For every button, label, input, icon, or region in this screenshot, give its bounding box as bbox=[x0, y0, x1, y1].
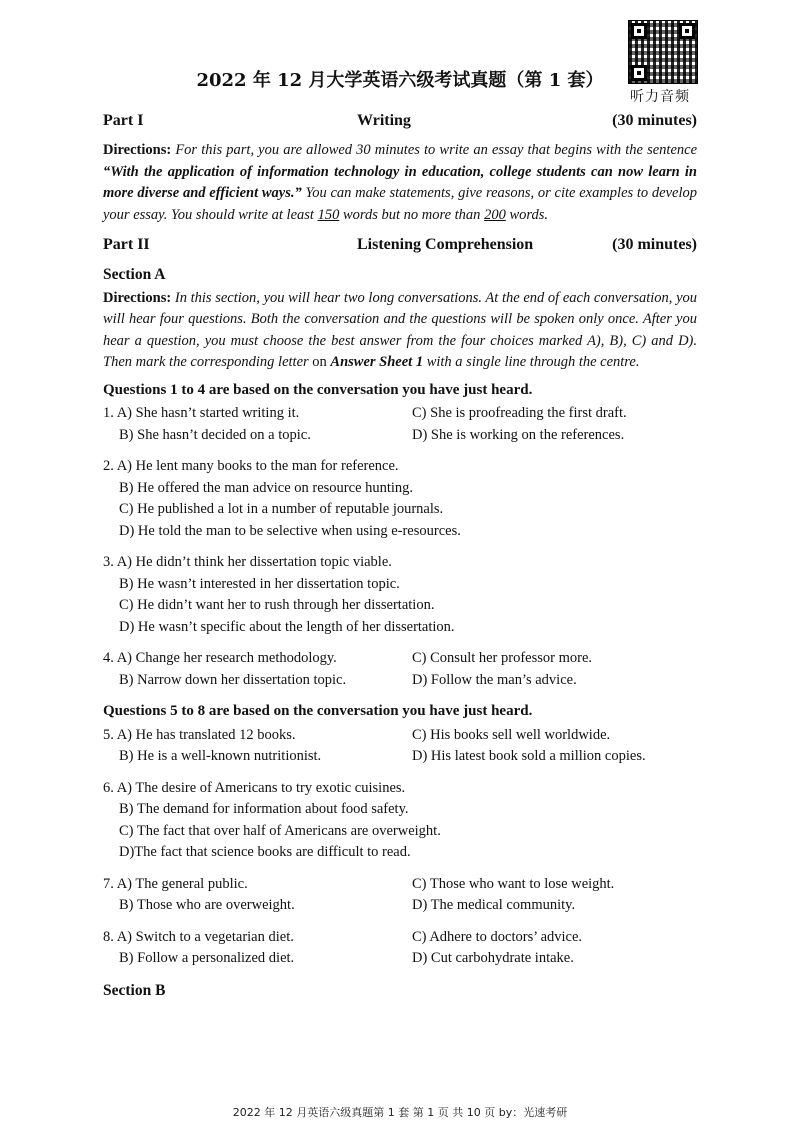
option-b: B) Those who are overweight. bbox=[119, 897, 295, 913]
part1-label: Part I bbox=[103, 112, 144, 129]
part2-directions bbox=[103, 288, 697, 374]
option-a: 6. A) The desire of Americans to try exotic cuisines. bbox=[103, 779, 406, 796]
essay-prompt: “With the application of information technology in education, college students can now learn in more diverse and efficient ways.” bbox=[103, 163, 697, 201]
question-1 bbox=[103, 403, 697, 446]
option-c: C) Adhere to doctors’ advice. bbox=[412, 928, 583, 945]
section-b-heading: Section B bbox=[103, 981, 166, 999]
option-b: B) Follow a personalized diet. bbox=[119, 950, 295, 966]
qr-caption: 听力音频 bbox=[630, 89, 690, 105]
question-6 bbox=[103, 778, 697, 864]
directions-text: words. bbox=[509, 206, 548, 223]
option-d: D)The fact that science books are difficult to read. bbox=[119, 844, 411, 860]
option-d: D) He wasn’t specific about the length of her dissertation. bbox=[119, 618, 455, 635]
option-c: C) The fact that over half of Americans are overweight. bbox=[119, 822, 441, 839]
option-a: 2. A) He lent many books to the man for reference. bbox=[103, 458, 399, 474]
option-c: C) Those who want to lose weight. bbox=[412, 875, 615, 892]
option-a: 7. A) The general public. bbox=[103, 875, 248, 892]
option-c: C) His books sell well worldwide. bbox=[412, 726, 611, 743]
part2-time: (30 minutes) bbox=[612, 236, 697, 253]
directions-text: with a single line through the centre. bbox=[426, 354, 640, 370]
directions-text: words but no more than bbox=[342, 206, 481, 223]
option-d: D) The medical community. bbox=[412, 897, 576, 913]
option-a: 4. A) Change her research methodology. bbox=[103, 650, 337, 666]
part2-label: Part II bbox=[103, 236, 150, 253]
part1-time: (30 minutes) bbox=[612, 112, 697, 129]
max-words: 200 bbox=[484, 206, 506, 223]
min-words: 150 bbox=[317, 206, 340, 223]
part1-name: Writing bbox=[357, 112, 411, 129]
question-4 bbox=[103, 648, 697, 691]
directions-text: You can make statements, give reasons, or cite examples to develop your essay. You should write at least bbox=[103, 185, 698, 223]
option-b: B) He is a well-known nutritionist. bbox=[119, 748, 322, 764]
question-3 bbox=[103, 552, 697, 638]
question-group-heading: Questions 5 to 8 are based on the conversation you have just heard. bbox=[103, 703, 533, 719]
directions-lead: Directions: bbox=[103, 289, 172, 306]
option-c: C) Consult her professor more. bbox=[412, 650, 593, 666]
qr-finder bbox=[679, 23, 695, 39]
directions-text: In this section, you will hear two long conversations. At the end of each conversation, you will hear four questions. Both the conversation and the questions will be spoken only once. After you hear a question, you must choose the best answer from the four choices marked A), B), C) and D). Then mark the corresponding letter bbox=[103, 289, 698, 370]
section-a-heading: Section A bbox=[103, 266, 166, 283]
option-d: D) Follow the man’s advice. bbox=[412, 671, 577, 688]
answer-sheet-ref: Answer Sheet 1 bbox=[330, 354, 424, 370]
option-b: B) She hasn’t decided on a topic. bbox=[119, 426, 311, 443]
question-group-heading: Questions 1 to 4 are based on the conversation you have just heard. bbox=[103, 381, 533, 398]
question-8 bbox=[103, 927, 697, 970]
option-b: B) He wasn’t interested in her dissertation topic. bbox=[119, 575, 400, 592]
option-c: C) He didn’t want her to rush through her dissertation. bbox=[119, 597, 435, 613]
option-a: 8. A) Switch to a vegetarian diet. bbox=[103, 928, 294, 945]
part2-header bbox=[103, 234, 697, 258]
option-d: D) She is working on the references. bbox=[412, 426, 625, 443]
directions-lead: Directions: bbox=[103, 142, 172, 158]
option-d: D) His latest book sold a million copies. bbox=[412, 748, 646, 764]
question-2 bbox=[103, 456, 697, 542]
part1-header bbox=[103, 110, 697, 134]
option-c: C) He published a lot in a number of reputable journals. bbox=[119, 501, 444, 517]
qr-finder bbox=[631, 23, 647, 39]
option-b: B) He offered the man advice on resource hunting. bbox=[119, 479, 414, 496]
option-d: D) He told the man to be selective when using e-resources. bbox=[119, 522, 461, 539]
option-a: 3. A) He didn’t think her dissertation topic viable. bbox=[103, 554, 392, 570]
question-7 bbox=[103, 874, 697, 917]
question-5 bbox=[103, 725, 697, 768]
page-title: 2022 年 12 月大学英语六级考试真题（第 1 套） bbox=[196, 70, 604, 91]
page-footer: 2022 年 12 月英语六级真题第 1 套 第 1 页 共 10 页 by：光速考研 bbox=[232, 1106, 568, 1119]
option-a: 1. A) She hasn’t started writing it. bbox=[103, 405, 300, 421]
exam-content bbox=[103, 110, 697, 1003]
option-b: B) Narrow down her dissertation topic. bbox=[119, 671, 347, 688]
option-a: 5. A) He has translated 12 books. bbox=[103, 726, 296, 743]
part2-name: Listening Comprehension bbox=[357, 236, 534, 253]
part1-directions bbox=[103, 140, 697, 226]
directions-text: For this part, you are allowed 30 minutes to write an essay that begins with the sentence bbox=[175, 142, 697, 158]
option-b: B) The demand for information about food safety. bbox=[119, 801, 409, 817]
option-c: C) She is proofreading the first draft. bbox=[412, 405, 627, 421]
option-d: D) Cut carbohydrate intake. bbox=[412, 950, 574, 966]
directions-text: on bbox=[312, 354, 327, 370]
